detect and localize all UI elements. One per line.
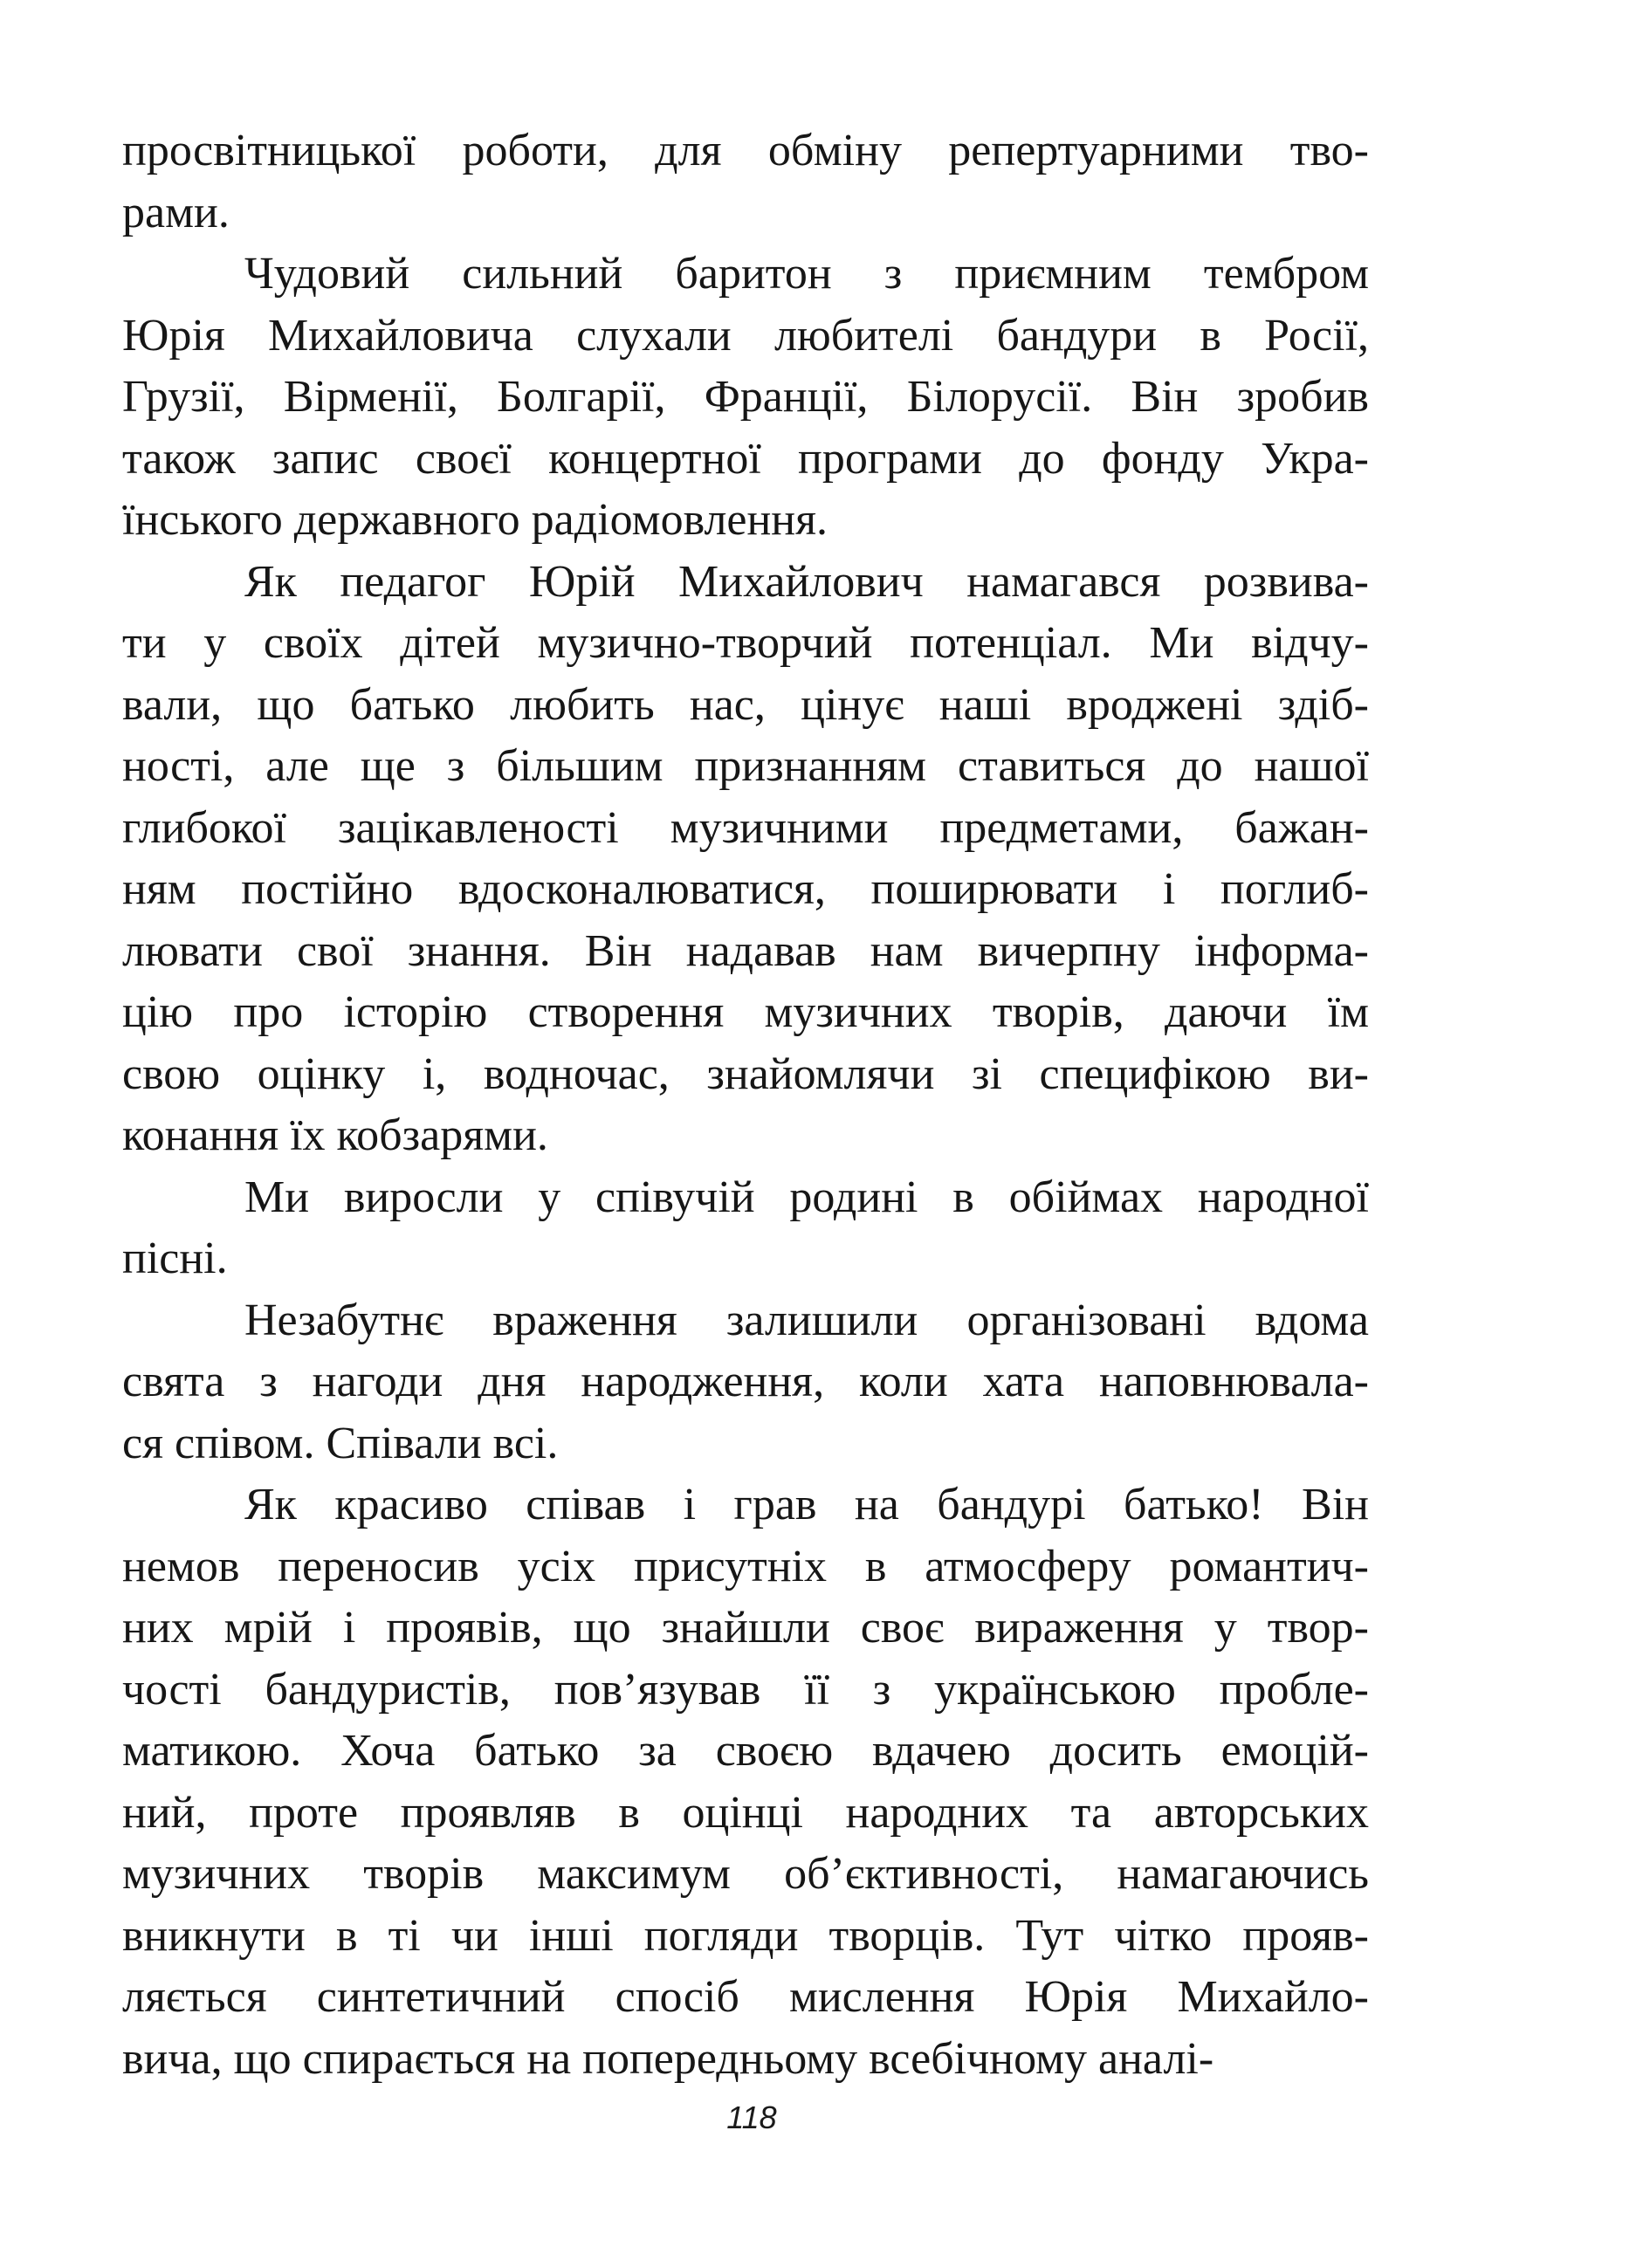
- text-line: Як педагог Юрій Михайлович намагався розвива-: [244, 556, 1369, 607]
- text-line: ляється синтетичний спосіб мислення Юрія Михайло-: [122, 1972, 1369, 2022]
- text-line: них мрій і проявів, що знайшли своє вираження у твор-: [122, 1603, 1369, 1653]
- text-line: вали, що батько любить нас, цінує наші вроджені здіб-: [122, 679, 1369, 730]
- text-line: Як красиво співав і грав на бандурі батько! Він: [244, 1480, 1369, 1529]
- paragraph: [122, 1290, 1369, 1475]
- text-line: немов переносив усіх присутніх в атмосферу романтич-: [122, 1541, 1369, 1591]
- text-line: рами.: [122, 187, 230, 237]
- text-line: цію про історію створення музичних творів, даючи їм: [122, 987, 1369, 1037]
- text-line: Юрія Михайловича слухали любителі бандури в Росії,: [122, 310, 1369, 361]
- text-line: ням постійно вдосконалюватися, поширювати і поглиб-: [122, 864, 1369, 914]
- text-line: також запис своєї концертної програми до фонду Укра-: [122, 433, 1369, 484]
- text-line: свята з нагоди дня народження, коли хата наповнювала-: [122, 1357, 1369, 1406]
- body-text: [122, 120, 1369, 2090]
- text-line: свою оцінку і, водночас, знайомлячи зі специфікою ви-: [122, 1048, 1369, 1099]
- text-line: Чудовий сильний баритон з приємним тембром: [244, 249, 1369, 299]
- text-line: матикою. Хоча батько за своєю вдачею досить емоцій-: [122, 1726, 1369, 1776]
- paragraph: [122, 244, 1369, 552]
- text-line: пісні.: [122, 1234, 228, 1283]
- text-line: ся співом. Співали всі.: [122, 1418, 559, 1468]
- text-line: вича, що спирається на попередньому всебічному аналі-: [122, 2033, 1214, 2084]
- text-line: Ми виросли у співучій родині в обіймах народної: [244, 1172, 1369, 1222]
- paragraph: [122, 552, 1369, 1167]
- text-line: лювати свої знання. Він надавав нам вичерпну інформа-: [122, 925, 1369, 976]
- text-line: глибокої зацікавленості музичними предметами, бажан-: [122, 802, 1369, 853]
- text-line: музичних творів максимум об’єктивності, намагаючись: [122, 1849, 1369, 1899]
- text-line: ний, проте проявляв в оцінці народних та авторських: [122, 1787, 1369, 1838]
- text-line: чості бандуристів, пов’язував її з українською пробле-: [122, 1664, 1369, 1715]
- paragraph: [122, 1167, 1369, 1290]
- text-line: вникнути в ті чи інші погляди творців. Тут чітко прояв-: [122, 1910, 1369, 1961]
- page-number: 118: [726, 2100, 777, 2135]
- text-line: Незабутнє враження залишили організовані вдома: [244, 1295, 1369, 1345]
- text-line: просвітницької роботи, для обміну репертуарними тво-: [122, 126, 1369, 175]
- paragraph: [122, 120, 1369, 244]
- text-line: ності, але ще з більшим признанням ставиться до нашої: [122, 741, 1369, 791]
- text-line: конання їх кобзарями.: [122, 1110, 548, 1160]
- text-line: Грузії, Вірменії, Болгарії, Франції, Білорусії. Він зробив: [122, 372, 1369, 422]
- text-line: ти у своїх дітей музично-творчий потенціал. Ми відчу-: [122, 618, 1369, 668]
- paragraph: [122, 1474, 1369, 2090]
- text-line: їнського державного радіомовлення.: [122, 495, 828, 545]
